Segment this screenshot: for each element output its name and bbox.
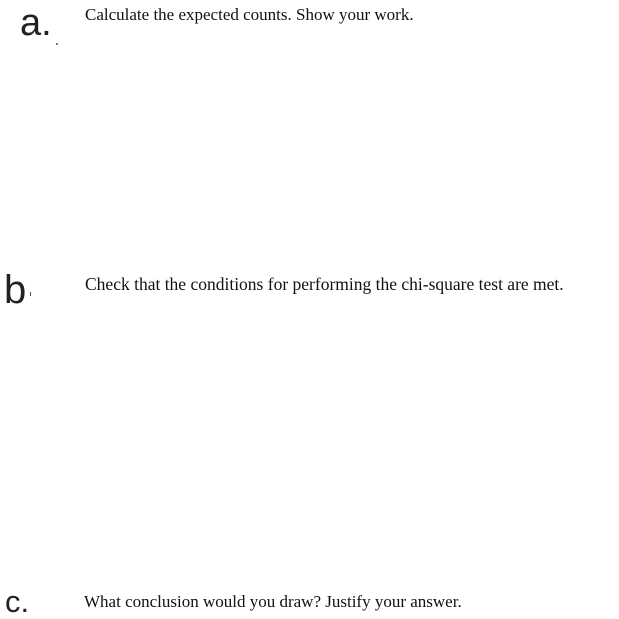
question-b-label: b <box>4 268 27 312</box>
question-c <box>0 580 619 617</box>
question-c-label: c. <box>5 584 30 619</box>
question-c-text: What conclusion would you draw? Justify your answer. <box>84 592 462 611</box>
stray-mark <box>56 43 58 45</box>
question-a-text: Calculate the expected counts. Show your work. <box>85 5 414 24</box>
question-a <box>0 0 619 60</box>
question-b-text: Check that the conditions for performing the chi-square test are met. <box>85 274 564 294</box>
question-b <box>0 262 619 312</box>
question-a-label: a. <box>20 2 52 44</box>
stray-mark <box>30 292 31 296</box>
